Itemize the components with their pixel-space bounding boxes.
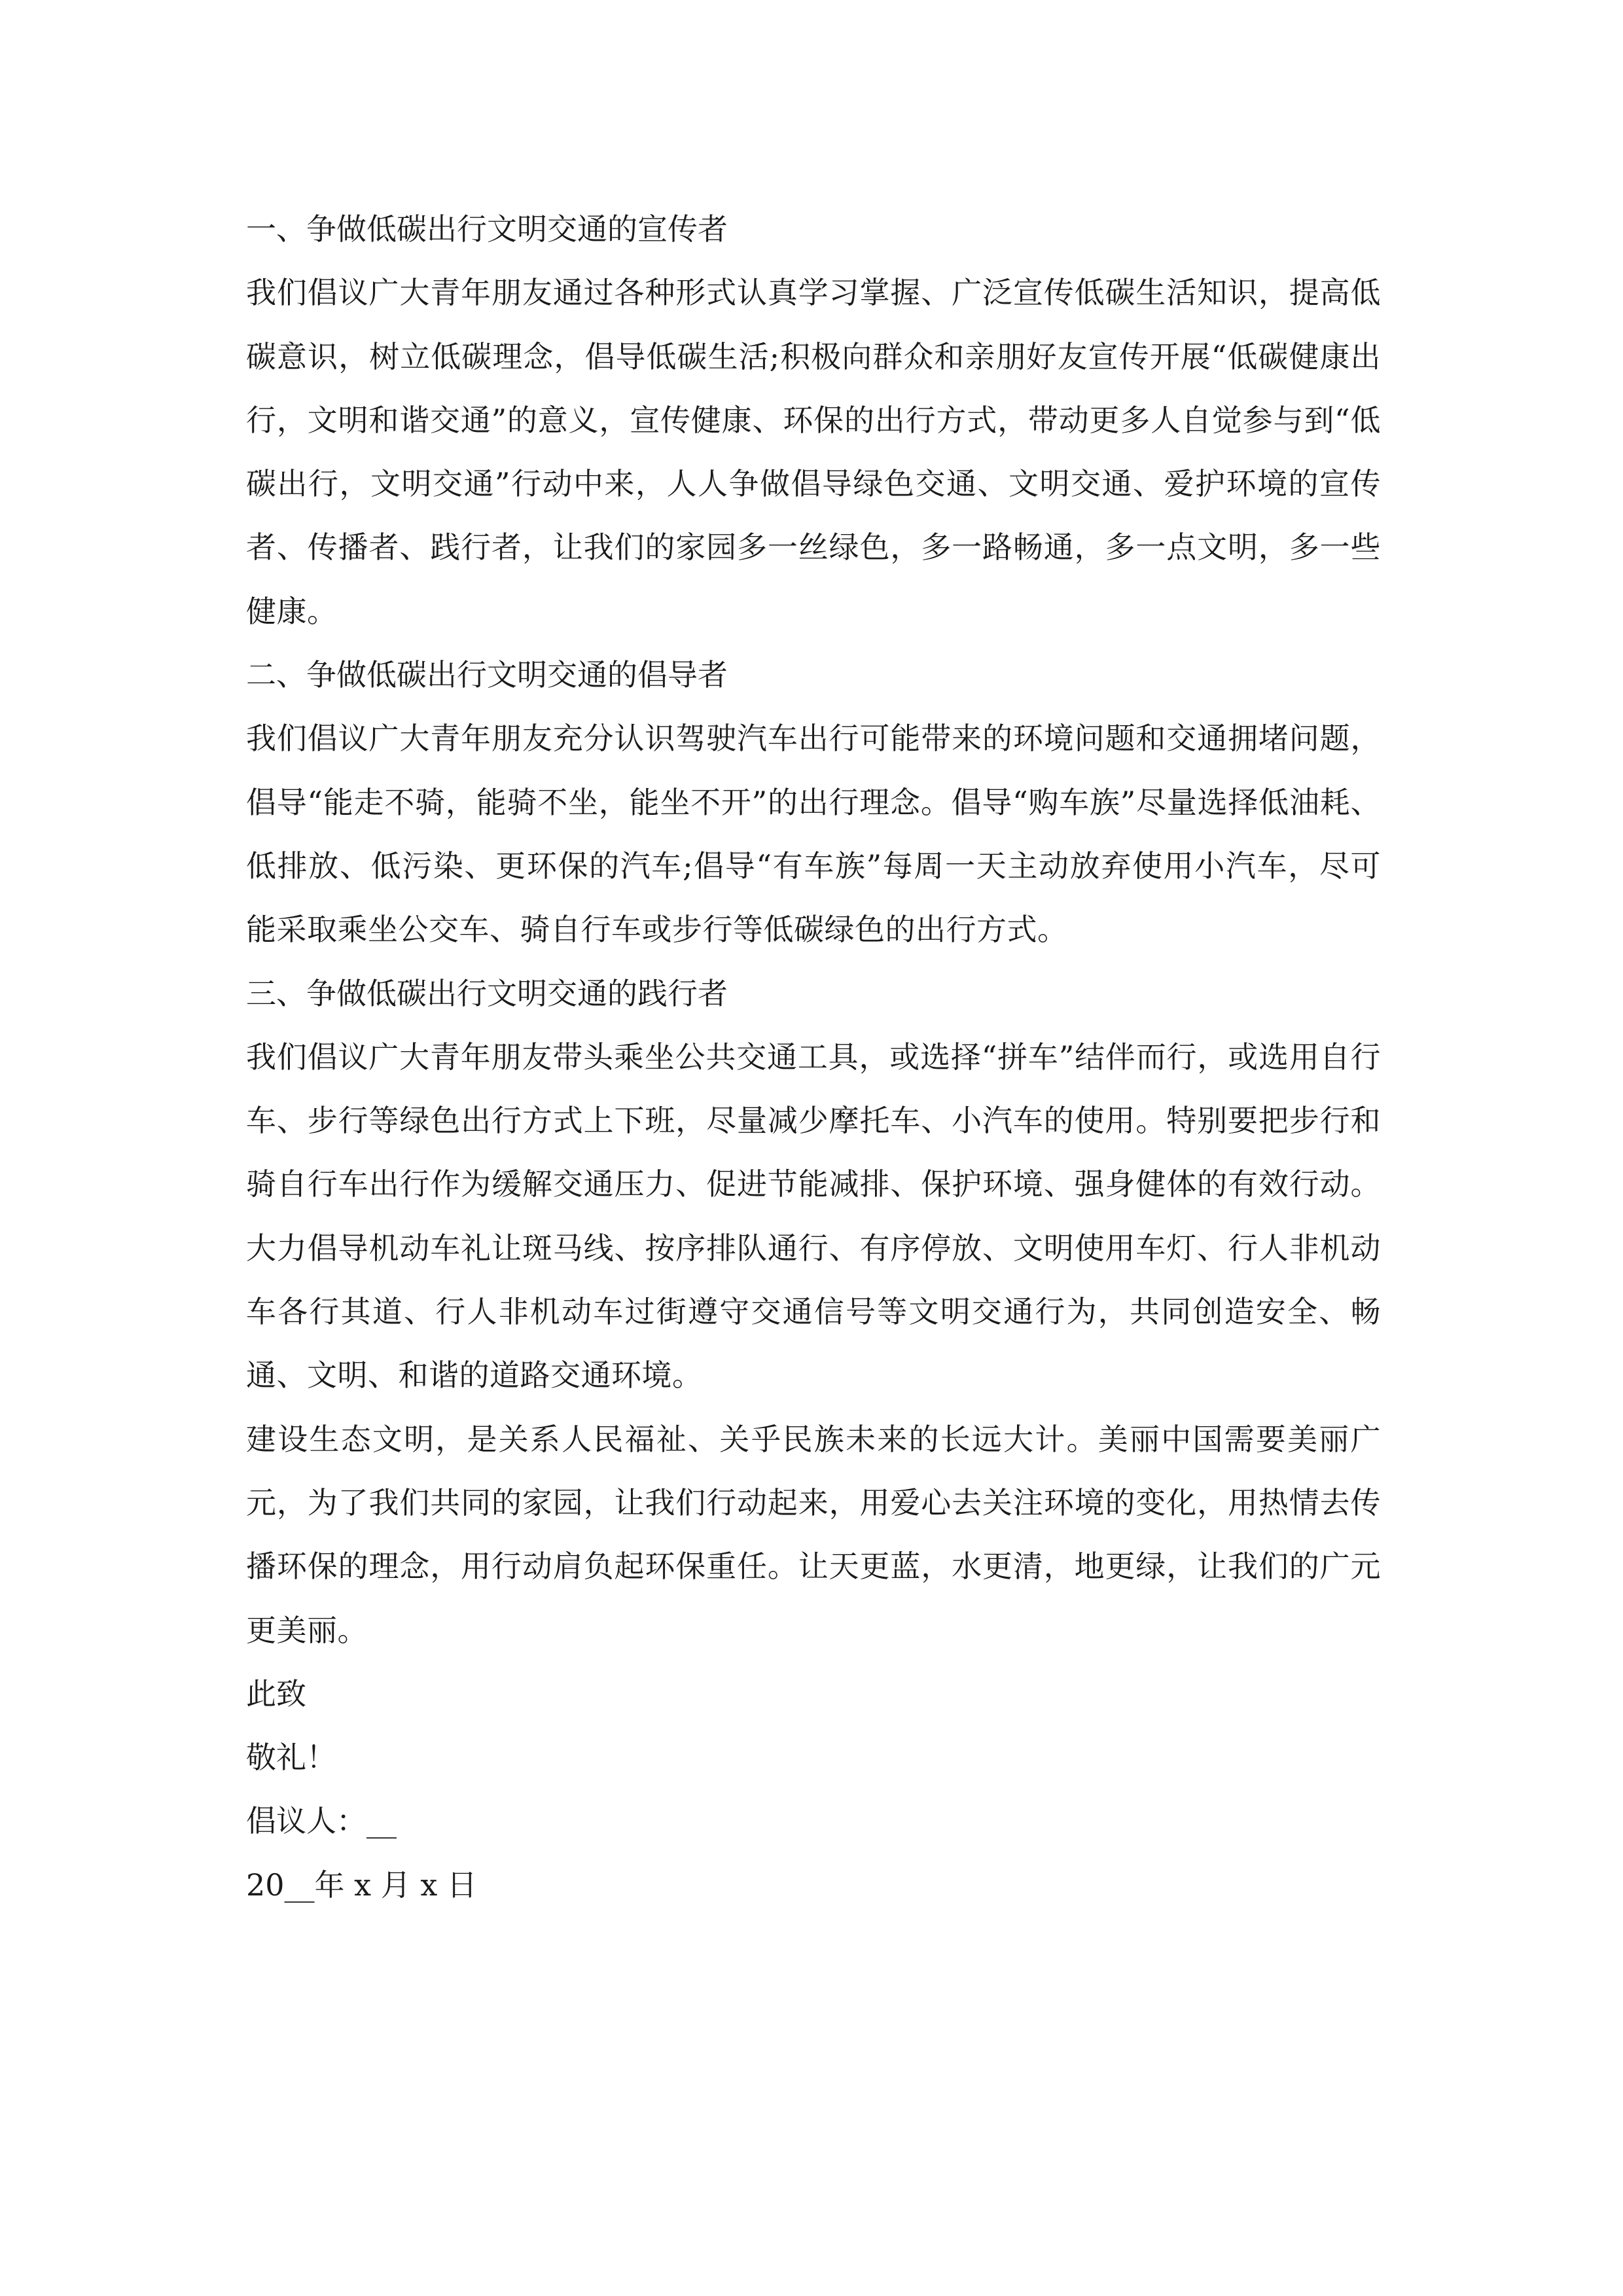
date-line: 20__年 x 月 x 日 xyxy=(246,1867,477,1903)
document-body xyxy=(246,198,1381,1917)
signer-line: 倡议人：__ xyxy=(246,1803,397,1839)
section-heading-3: 三、争做低碳出行文明交通的践行者 xyxy=(246,975,728,1011)
salutation-line-2: 敬礼！ xyxy=(246,1740,336,1776)
section-body-3: 我们倡议广大青年朋友带头乘坐公共交通工具，或选择“拼车”结伴而行，或选用自行车、步行等绿色出行方式上下班，尽量减少摩托车、小汽车的使用。特别要把步行和骑自行车出行作为缓解交通压力、促进节能减排、保护环境、强身健体的有效行动。大力倡导机动车礼让斑马线、按序排队通行、有序停放、文明使用车灯、行人非机动车各行其道、行人非机动车过街遵守交通信号等文明交通行为，共同创造安全、畅通、文明、和谐的道路交通环境。 xyxy=(246,1039,1381,1393)
conclusion-paragraph: 建设生态文明，是关系人民福祉、关乎民族未来的长远大计。美丽中国需要美丽广元，为了我们共同的家园，让我们行动起来，用爱心去关注环境的变化，用热情去传播环保的理念，用行动肩负起环保重任。让天更蓝，水更清，地更绿，让我们的广元更美丽。 xyxy=(246,1421,1381,1648)
salutation-line-1: 此致 xyxy=(246,1676,306,1712)
section-heading-2: 二、争做低碳出行文明交通的倡导者 xyxy=(246,657,728,693)
section-heading-1: 一、争做低碳出行文明交通的宣传者 xyxy=(246,211,728,247)
section-body-2: 我们倡议广大青年朋友充分认识驾驶汽车出行可能带来的环境问题和交通拥堵问题，倡导“能走不骑，能骑不坐，能坐不开”的出行理念。倡导“购车族”尽量选择低油耗、低排放、低污染、更环保的汽车;倡导“有车族”每周一天主动放弃使用小汽车，尽可能采取乘坐公交车、骑自行车或步行等低碳绿色的出行方式。 xyxy=(246,721,1381,948)
section-body-1: 我们倡议广大青年朋友通过各种形式认真学习掌握、广泛宣传低碳生活知识，提高低碳意识，树立低碳理念，倡导低碳生活;积极向群众和亲朋好友宣传开展“低碳健康出行，文明和谐交通”的意义，宣传健康、环保的出行方式，带动更多人自觉参与到“低碳出行，文明交通”行动中来，人人争做倡导绿色交通、文明交通、爱护环境的宣传者、传播者、践行者，让我们的家园多一丝绿色，多一路畅通，多一点文明，多一些健康。 xyxy=(246,275,1381,629)
